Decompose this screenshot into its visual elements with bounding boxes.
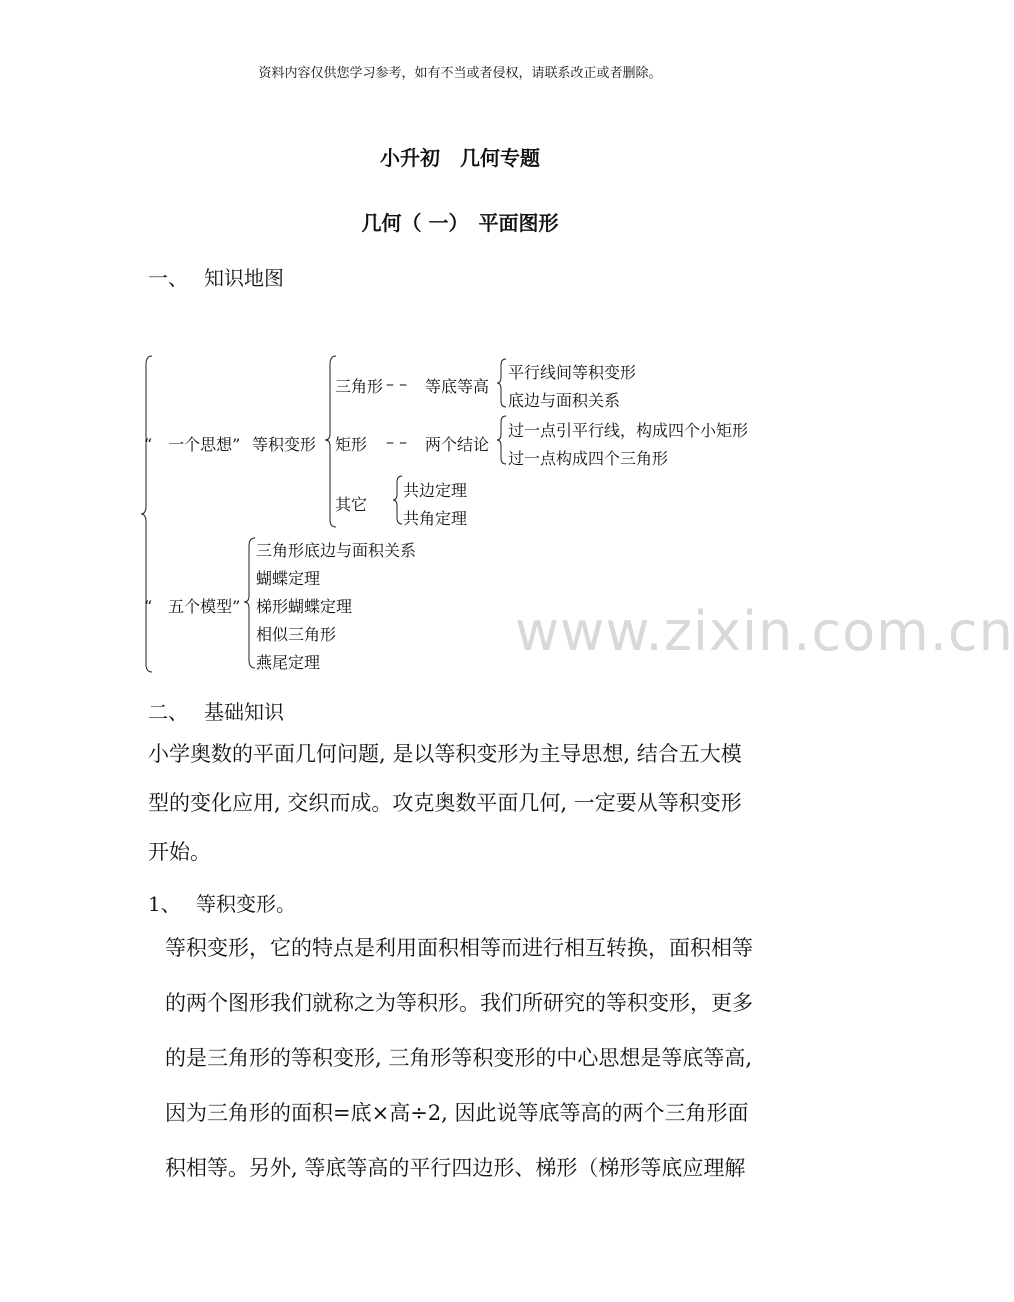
other-item: 共角定理 bbox=[403, 509, 468, 528]
page-header-disclaimer: 资料内容仅供您学习参考，如有不当或者侵权，请联系改正或者删除。 bbox=[258, 66, 662, 81]
model-item: 梯形蝴蝶定理 bbox=[256, 597, 353, 616]
other-item: 共边定理 bbox=[403, 481, 468, 500]
rectangle-brace bbox=[497, 416, 506, 464]
triangle-item: 底边与面积关系 bbox=[508, 391, 621, 410]
models-brace bbox=[244, 538, 255, 668]
models-label: “ 五个模型” bbox=[144, 597, 241, 616]
item1-heading: 等积变形。 bbox=[196, 892, 296, 916]
model-item: 相似三角形 bbox=[256, 625, 337, 644]
item1-line: 的是三角形的等积变形, 三角形等积变形的中心思想是等底等高, bbox=[165, 1046, 753, 1070]
item1-line: 因为三角形的面积=底×高÷2, 因此说等底等高的两个三角形面 bbox=[165, 1101, 749, 1125]
knowledge-map-brackets bbox=[0, 0, 920, 700]
idea-label: “ 一个思想” bbox=[144, 435, 241, 454]
other-label: 其它 bbox=[335, 495, 368, 514]
triangle-sub: 等底等高 bbox=[425, 377, 490, 396]
intro-line: 型的变化应用, 交织而成。攻克奥数平面几何, 一定要从等积变形 bbox=[148, 791, 742, 815]
rectangle-sub: 两个结论 bbox=[425, 435, 490, 454]
model-item: 三角形底边与面积关系 bbox=[256, 541, 417, 560]
other-brace bbox=[393, 476, 402, 524]
item1-number: 1、 bbox=[148, 892, 181, 916]
section2-number: 二、 bbox=[148, 700, 188, 724]
triangle-dash: – – bbox=[386, 374, 408, 393]
section1-number: 一、 bbox=[148, 266, 188, 290]
rectangle-label: 矩形 bbox=[335, 435, 368, 454]
section1-heading: 知识地图 bbox=[204, 266, 284, 290]
item1-line: 的两个图形我们就称之为等积形。我们所研究的等积变形，更多 bbox=[165, 991, 753, 1015]
rectangle-item: 过一点构成四个三角形 bbox=[508, 449, 669, 468]
triangle-label: 三角形 bbox=[335, 377, 384, 396]
document-title: 小升初 几何专题 bbox=[380, 146, 540, 170]
item1-line: 等积变形，它的特点是利用面积相等而进行相互转换，面积相等 bbox=[165, 936, 753, 960]
section2-heading: 基础知识 bbox=[204, 700, 284, 724]
model-item: 燕尾定理 bbox=[256, 653, 321, 672]
rectangle-item: 过一点引平行线，构成四个小矩形 bbox=[508, 421, 749, 440]
watermark: www.zixin.com.cn bbox=[515, 600, 1014, 663]
triangle-brace bbox=[497, 359, 506, 407]
document-subtitle: 几何（ 一） 平面图形 bbox=[361, 211, 559, 235]
intro-line: 小学奥数的平面几何问题, 是以等积变形为主导思想, 结合五大模 bbox=[148, 742, 742, 766]
outer-brace bbox=[141, 356, 152, 672]
triangle-item: 平行线间等积变形 bbox=[508, 363, 637, 382]
model-item: 蝴蝶定理 bbox=[256, 569, 321, 588]
item1-line: 积相等。另外, 等底等高的平行四边形、梯形（梯形等底应理解 bbox=[165, 1156, 746, 1180]
intro-line: 开始。 bbox=[148, 840, 211, 864]
idea-name: 等积变形 bbox=[252, 435, 317, 454]
rectangle-dash: – – bbox=[386, 432, 408, 451]
